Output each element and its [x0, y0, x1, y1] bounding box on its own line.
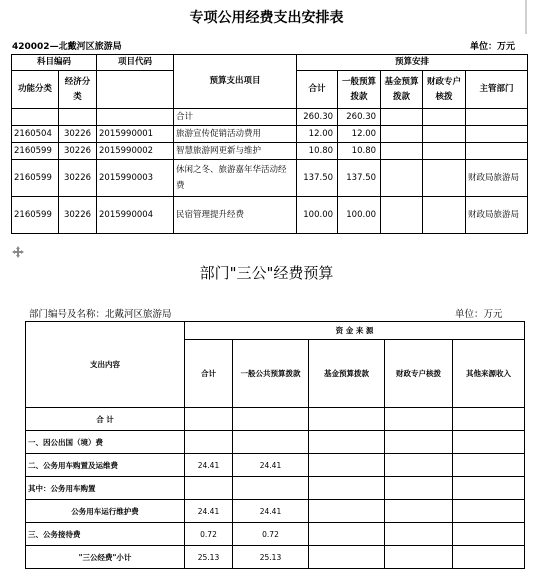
- row-general: 0.72: [233, 523, 309, 546]
- row-total: [185, 408, 233, 431]
- table-row: [12, 143, 528, 160]
- cell-total: 137.50: [297, 160, 338, 197]
- cell-econ: 30226: [59, 143, 97, 160]
- table1-title: 专项公用经费支出安排表: [189, 10, 344, 26]
- cell-econ: 30226: [59, 126, 97, 143]
- cell-proj: 2015990001: [97, 126, 174, 143]
- cell-dept: 财政局旅游局: [466, 160, 528, 197]
- cell-total: 10.80: [297, 143, 338, 160]
- header-general: 一般预算拨款: [338, 71, 381, 109]
- header-economic-class: 经济分类: [59, 71, 97, 109]
- row-total: 24.41: [185, 500, 233, 523]
- header-other: 其他来源收入: [453, 340, 525, 408]
- row-label: 二、公务用车购置及运维费: [26, 454, 185, 477]
- header-project-code-blank: [97, 71, 174, 109]
- cell-proj: 2015990003: [97, 160, 174, 197]
- table-row: [12, 197, 528, 234]
- table-row: [12, 160, 528, 197]
- row-label: 合 计: [26, 408, 185, 431]
- table-row: [26, 454, 525, 477]
- row-label: 三、公务接待费: [26, 523, 185, 546]
- header-content: 支出内容: [26, 322, 185, 408]
- table-row: [26, 431, 525, 454]
- row-total: 0.72: [185, 523, 233, 546]
- cell-total: 100.00: [297, 197, 338, 234]
- row-total: 24.41: [185, 454, 233, 477]
- header-arrangement: 预算安排: [297, 55, 528, 71]
- header-function-class: 功能分类: [12, 71, 59, 109]
- table1-department: 420002—北戴河区旅游局: [12, 42, 122, 52]
- total-label: 合计: [174, 109, 297, 126]
- header-fiscal-special: 财政专户核拨: [385, 340, 453, 408]
- cell-item: 民宿管理提升经费: [174, 197, 297, 234]
- row-label: 公务用车运行维护费: [26, 500, 185, 523]
- header-item: 预算支出项目: [174, 55, 297, 109]
- cell-general: 100.00: [338, 197, 381, 234]
- row-general: 24.41: [233, 454, 309, 477]
- header-fund: 基金预算拨款: [309, 340, 385, 408]
- cell-item: 智慧旅游网更新与维护: [174, 143, 297, 160]
- header-total: 合计: [297, 71, 338, 109]
- cell-item: 休闲之冬、旅游嘉年华活动经费: [174, 160, 297, 197]
- row-label: "三公经费"小计: [26, 546, 185, 569]
- header-source: 资 金 来 源: [185, 322, 525, 340]
- cell-econ: 30226: [59, 197, 97, 234]
- table1-unit: 单位：万元: [470, 42, 516, 52]
- row-general: [233, 477, 309, 500]
- cell-econ: 30226: [59, 160, 97, 197]
- cell-proj: 2015990002: [97, 143, 174, 160]
- row-general: [233, 431, 309, 454]
- row-general: 24.41: [233, 500, 309, 523]
- row-label: 一、因公出国（境）费: [26, 431, 185, 454]
- table-row-total: [12, 109, 528, 126]
- table-row: [12, 126, 528, 143]
- special-expense-table: [11, 54, 528, 234]
- header-subject-code: 科目编码: [12, 55, 97, 71]
- total-general: 260.30: [338, 109, 381, 126]
- row-total: [185, 477, 233, 500]
- header-general: 一般公共预算拨款: [233, 340, 309, 408]
- table-row: [26, 500, 525, 523]
- cell-func: 2160599: [12, 143, 59, 160]
- cell-func: 2160504: [12, 126, 59, 143]
- table-row: [26, 523, 525, 546]
- table2-unit: 单位：万元: [455, 309, 503, 320]
- table-move-handle-icon[interactable]: [12, 246, 24, 258]
- table2-title: 部门"三公"经费预算: [199, 264, 334, 282]
- three-public-expense-table: [25, 321, 525, 569]
- cell-total: 12.00: [297, 126, 338, 143]
- cell-dept: 财政局旅游局: [466, 197, 528, 234]
- header-dept-in-charge: 主管部门: [466, 71, 528, 109]
- cell-dept: [466, 143, 528, 160]
- header-project-code: 项目代码: [97, 55, 174, 71]
- cell-func: 2160599: [12, 197, 59, 234]
- cell-proj: 2015990004: [97, 197, 174, 234]
- cell-func: 2160599: [12, 160, 59, 197]
- cell-general: 10.80: [338, 143, 381, 160]
- row-general: 25.13: [233, 546, 309, 569]
- table2-department: 部门编号及名称：北戴河区旅游局: [29, 309, 172, 320]
- cell-dept: [466, 126, 528, 143]
- header-total: 合计: [185, 340, 233, 408]
- header-fund: 基金预算拨款: [381, 71, 423, 109]
- total-total: 260.30: [297, 109, 338, 126]
- cell-general: 137.50: [338, 160, 381, 197]
- table-row: [26, 477, 525, 500]
- cell-item: 旅游宣传促销活动费用: [174, 126, 297, 143]
- table-row: [26, 546, 525, 569]
- table-row: [26, 408, 525, 431]
- cell-general: 12.00: [338, 126, 381, 143]
- row-general: [233, 408, 309, 431]
- row-total: [185, 431, 233, 454]
- row-total: 25.13: [185, 546, 233, 569]
- row-label: 其中：公务用车购置: [26, 477, 185, 500]
- header-fiscal-special: 财政专户核拨: [423, 71, 466, 109]
